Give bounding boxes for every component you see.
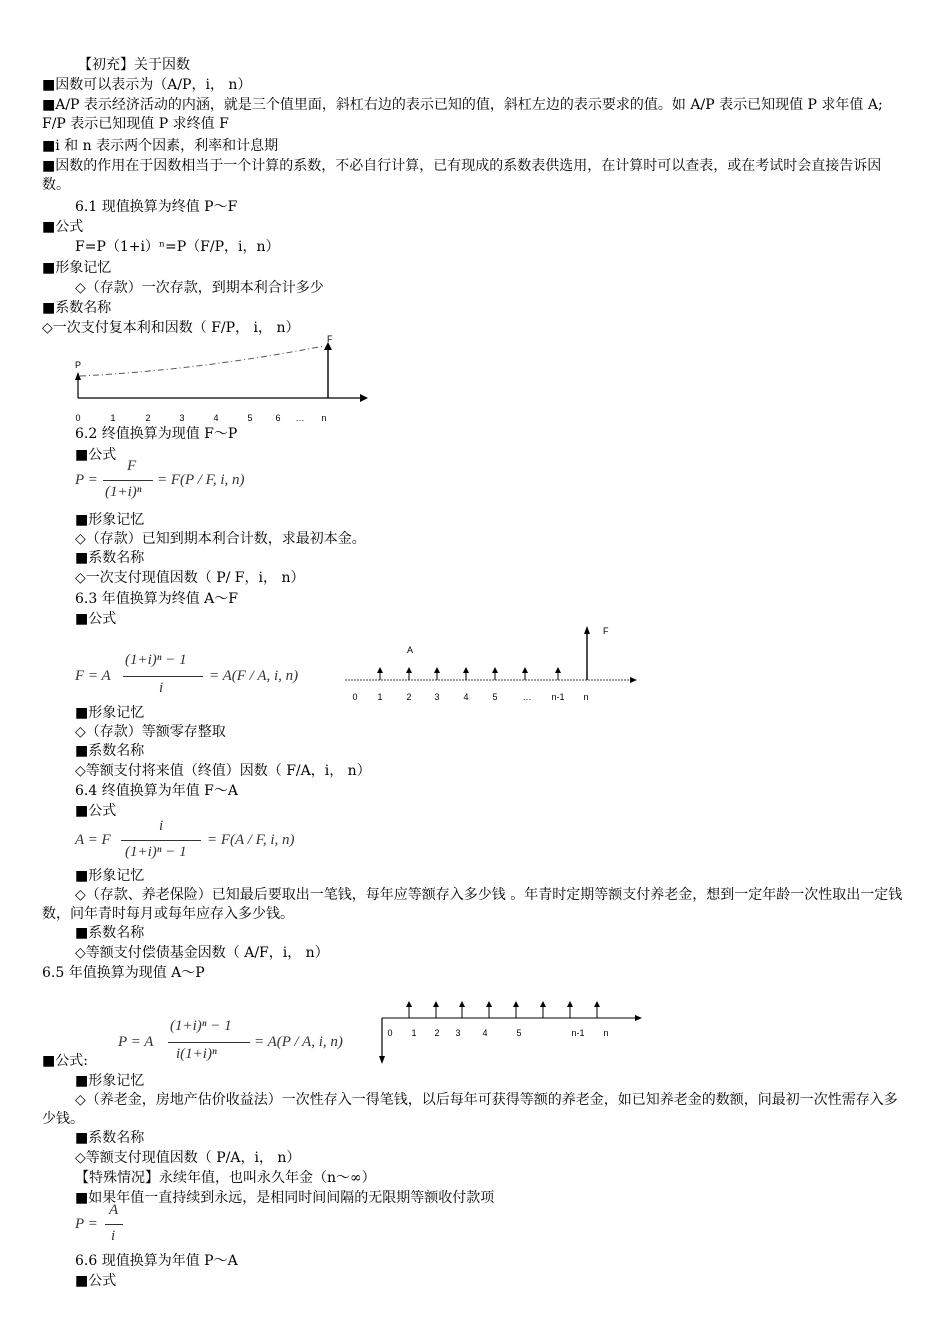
section-6-4-title: 6.4 终值换算为年值 F～A xyxy=(75,783,238,799)
d3-arrowhead xyxy=(406,1001,412,1007)
d2-tick-label: 5 xyxy=(492,692,498,702)
cash-flow-diagram-p-to-f xyxy=(70,330,370,430)
d2-tick-label: 4 xyxy=(463,692,469,702)
d3-tick-label: 4 xyxy=(482,1028,488,1038)
diagram-label-f: F xyxy=(603,626,609,636)
bullet-ap-meaning: ■A/P 表示经济活动的内涵，就是三个值里面，斜杠右边的表示已知的值，斜杠左边的表示要求的值。如 A/P 表示已知现值 P 求年值 A; F/P 表示已知现值 P 求终值 F xyxy=(42,97,883,132)
d1-tick-label: 0 xyxy=(75,413,81,423)
formula-6-5: P = A (1+i)ⁿ − 1 i(1+i)ⁿ = A(P / A, i, n) xyxy=(118,1018,343,1062)
d3-tick-label: n xyxy=(603,1028,609,1038)
section-6-5-memory-label: ■形象记忆 xyxy=(75,1073,145,1089)
d2-tick-label: 2 xyxy=(406,692,412,702)
section-6-2-name-label: ■系数名称 xyxy=(75,550,145,566)
d1-tick-label: … xyxy=(295,413,305,423)
bullet-i-n: ■i 和 n 表示两个因素，利率和计息期 xyxy=(42,138,279,154)
diagram-label-a: A xyxy=(407,645,414,655)
section-6-3-memory: ◇（存款）等额零存整取 xyxy=(75,724,226,740)
d2-tick-label: 1 xyxy=(377,692,383,702)
supplement-title: 【初充】关于因数 xyxy=(78,57,190,73)
section-6-4-memory-label: ■形象记忆 xyxy=(75,868,145,884)
section-6-1-formula: F=P（1+i）ⁿ=P（F/P，i，n） xyxy=(75,239,280,255)
d2-tick-label: 0 xyxy=(352,692,358,702)
section-6-3-name-label: ■系数名称 xyxy=(75,743,145,759)
section-6-4-formula-label: ■公式 xyxy=(75,803,117,819)
d2-arrowhead xyxy=(522,667,528,673)
d3-arrowhead xyxy=(513,1001,519,1007)
section-6-6-title: 6.6 现值换算为年值 P～A xyxy=(75,1253,238,1269)
formula-6-4: A = F i (1+i)ⁿ − 1 = F(A / F, i, n) xyxy=(75,818,295,860)
d3-tick-label: 3 xyxy=(455,1028,461,1038)
section-6-4-name: ◇等额支付偿债基金因数（ A/F，i， n） xyxy=(75,945,329,961)
section-6-5-name: ◇等额支付现值因数（ P/A，i， n） xyxy=(75,1150,301,1166)
section-6-1-formula-label: ■公式 xyxy=(42,219,84,235)
d3-tick-label: 1 xyxy=(411,1028,417,1038)
d2-arrowhead xyxy=(434,667,440,673)
section-6-5-memory: ◇（养老金，房地产估价收益法）一次性存入一得笔钱，以后每年可获得等额的养老金，如已知养老金的数额，问最初一次性需存入多少钱。 xyxy=(42,1092,898,1127)
d2-tick-label: … xyxy=(522,692,532,702)
section-6-2-memory-label: ■形象记忆 xyxy=(75,512,145,528)
d2-tick-label: 3 xyxy=(434,692,440,702)
bullet-factor-purpose: ■因数的作用在于因数相当于一个计算的系数，不必自行计算，已有现成的系数表供选用，在计算时可以查表，或在考试时会直接告诉因数。 xyxy=(42,158,882,193)
section-6-4-name-label: ■系数名称 xyxy=(75,925,145,941)
d3-tick-label: 5 xyxy=(516,1028,522,1038)
d1-tick-label: 5 xyxy=(247,413,253,423)
section-6-1-name: ◇一次支付复本利和因数（ F/P， i， n） xyxy=(42,320,300,336)
special-case-title: 【特殊情况】永续年值，也叫永久年金（n～∞） xyxy=(75,1170,376,1186)
d1-tick-label: 4 xyxy=(213,413,219,423)
formula-6-2: P = F (1+i)ⁿ = F(P / F, i, n) xyxy=(75,458,245,500)
d1-tick-label: n xyxy=(321,413,327,423)
d2-arrowhead xyxy=(463,667,469,673)
d3-tick-label: 2 xyxy=(434,1028,440,1038)
diagram-label-p: P xyxy=(75,360,82,370)
section-6-5-name-label: ■系数名称 xyxy=(75,1130,145,1146)
section-6-4-memory: ◇（存款、养老保险）已知最后要取出一笔钱，每年应等额存入多少钱 。年青时定期等额支付养老金，想到一定年龄一次性取出一定钱数，问年青时每月或每年应存入多少钱。 xyxy=(42,887,903,922)
cash-flow-diagram-a-to-p xyxy=(370,992,645,1072)
d1-tick-label: 3 xyxy=(179,413,185,423)
d2-tick-label: n xyxy=(583,692,589,702)
bullet-factor-notation: ■因数可以表示为（A/P，i， n） xyxy=(42,77,252,93)
d3-tick-label: n-1 xyxy=(571,1028,585,1038)
d2-arrowhead xyxy=(377,667,383,673)
d3-arrowhead xyxy=(433,1001,439,1007)
cash-flow-diagram-a-to-f xyxy=(345,620,640,710)
section-6-3-formula-label: ■公式 xyxy=(75,611,117,627)
section-6-3-title: 6.3 年值换算为终值 A～F xyxy=(75,591,238,607)
d2-arrowhead xyxy=(555,667,561,673)
d3-arrowhead xyxy=(567,1001,573,1007)
section-6-5-formula-label: ■公式: xyxy=(42,1053,88,1069)
section-6-1-memory: ◇（存款）一次存款，到期本利合计多少 xyxy=(75,280,324,296)
d2-tick-label: n-1 xyxy=(551,692,565,702)
d3-arrowhead xyxy=(594,1001,600,1007)
d3-tick-label: 0 xyxy=(387,1028,393,1038)
section-6-1-name-label: ■系数名称 xyxy=(42,300,112,316)
section-6-1-memory-label: ■形象记忆 xyxy=(42,260,112,276)
diagram-label-f: F xyxy=(327,334,333,344)
d1-tick-label: 2 xyxy=(145,413,151,423)
section-6-2-title: 6.2 终值换算为现值 F～P xyxy=(75,426,238,442)
formula-perpetuity: P = A i xyxy=(75,1202,155,1250)
section-6-2-memory: ◇（存款）已知到期本利合计数，求最初本金。 xyxy=(75,531,366,547)
d3-arrowhead xyxy=(540,1001,546,1007)
d1-tick-label: 6 xyxy=(275,413,281,423)
d3-arrowhead xyxy=(486,1001,492,1007)
section-6-3-name: ◇等额支付将来值（终值）因数（ F/A，i， n） xyxy=(75,763,371,779)
section-6-3-memory-label: ■形象记忆 xyxy=(75,705,145,721)
section-6-1-title: 6.1 现值换算为终值 P～F xyxy=(75,199,238,215)
special-case-desc: ■如果年值一直持续到永远，是相同时间间隔的无限期等额收付款项 xyxy=(75,1190,495,1206)
d1-tick-label: 1 xyxy=(110,413,116,423)
formula-6-3: F = A (1+i)ⁿ − 1 i = A(F / A, i, n) xyxy=(75,652,299,696)
d3-arrowhead xyxy=(459,1001,465,1007)
d2-arrowhead xyxy=(406,667,412,673)
section-6-2-formula-label: ■公式 xyxy=(75,447,117,463)
section-6-2-name: ◇一次支付现值因数（ P/ F，i， n） xyxy=(75,570,305,586)
section-6-6-formula-label: ■公式 xyxy=(75,1273,117,1289)
section-6-5-title: 6.5 年值换算为现值 A～P xyxy=(42,965,205,981)
d2-arrowhead xyxy=(492,667,498,673)
